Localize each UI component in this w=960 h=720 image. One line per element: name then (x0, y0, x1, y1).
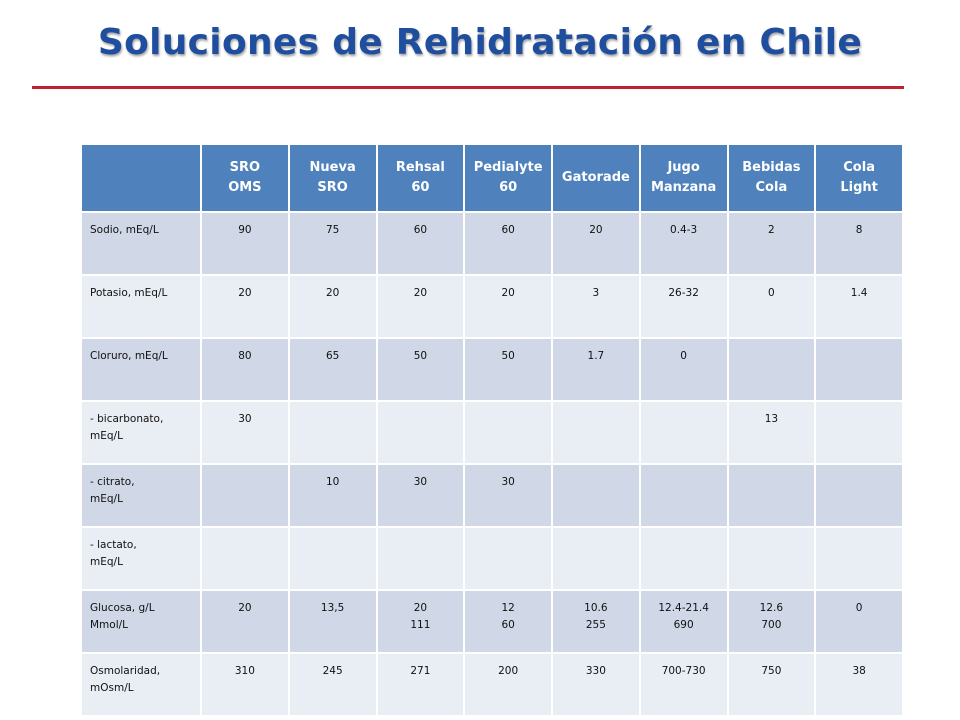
table-cell: 13,5 (290, 591, 376, 652)
table-cell: 75 (290, 213, 376, 274)
table-row (82, 276, 902, 337)
row-label: - citrato, mEq/L (82, 465, 200, 526)
row-label: Potasio, mEq/L (82, 276, 200, 337)
row-label: - lactato, mEq/L (82, 528, 200, 589)
table-cell (378, 528, 464, 589)
table-cell (641, 402, 727, 463)
table-body (82, 213, 902, 715)
table-cell (465, 402, 551, 463)
table-cell (202, 528, 288, 589)
table-cell (378, 402, 464, 463)
header-cell-nueva-sro: Nueva SRO (290, 145, 376, 211)
table-row (82, 591, 902, 652)
table-cell: 200 (465, 654, 551, 715)
table-cell: 8 (816, 213, 902, 274)
table-cell: 12.4-21.4 690 (641, 591, 727, 652)
table-cell: 0 (641, 339, 727, 400)
table-cell: 65 (290, 339, 376, 400)
row-label: Glucosa, g/L Mmol/L (82, 591, 200, 652)
row-label: Osmolaridad, mOsm/L (82, 654, 200, 715)
table-cell: 20 (202, 591, 288, 652)
table-cell: 2 (729, 213, 815, 274)
table-cell: 90 (202, 213, 288, 274)
table-cell (553, 465, 639, 526)
table-cell (816, 339, 902, 400)
table-header-row (82, 145, 902, 211)
header-cell-gatorade: Gatorade (553, 145, 639, 211)
table-cell: 1.4 (816, 276, 902, 337)
table-cell (729, 339, 815, 400)
table-row (82, 654, 902, 715)
table-cell: 60 (465, 213, 551, 274)
table-cell (553, 402, 639, 463)
table-cell: 12 60 (465, 591, 551, 652)
table-cell: 50 (465, 339, 551, 400)
table-cell (202, 465, 288, 526)
header-cell-sro-oms: SRO OMS (202, 145, 288, 211)
table-cell: 20 (290, 276, 376, 337)
table-cell (816, 465, 902, 526)
row-label: Sodio, mEq/L (82, 213, 200, 274)
table-cell: 50 (378, 339, 464, 400)
header-cell-rehsal-60: Rehsal 60 (378, 145, 464, 211)
table-cell: 310 (202, 654, 288, 715)
table-row (82, 213, 902, 274)
table-cell: 0.4-3 (641, 213, 727, 274)
table-cell: 12.6 700 (729, 591, 815, 652)
table-row (82, 339, 902, 400)
table-cell: 750 (729, 654, 815, 715)
table-cell: 1.7 (553, 339, 639, 400)
table-cell: 30 (465, 465, 551, 526)
table-cell: 80 (202, 339, 288, 400)
table-cell (816, 402, 902, 463)
table-cell (729, 465, 815, 526)
table-cell: 20 111 (378, 591, 464, 652)
header-cell-jugo-manzana: Jugo Manzana (641, 145, 727, 211)
table-cell (290, 528, 376, 589)
table-cell (641, 528, 727, 589)
row-label: Cloruro, mEq/L (82, 339, 200, 400)
table-cell: 60 (378, 213, 464, 274)
table-cell (816, 528, 902, 589)
table-cell (290, 402, 376, 463)
table-cell: 700-730 (641, 654, 727, 715)
table-cell: 10.6 255 (553, 591, 639, 652)
table-cell: 3 (553, 276, 639, 337)
table-cell: 26-32 (641, 276, 727, 337)
table-cell: 20 (553, 213, 639, 274)
table-row (82, 402, 902, 463)
table-cell (553, 528, 639, 589)
header-cell-bebidas-cola: Bebidas Cola (729, 145, 815, 211)
table-cell: 30 (378, 465, 464, 526)
header-cell-cola-light: Cola Light (816, 145, 902, 211)
table-cell: 0 (816, 591, 902, 652)
table-cell: 13 (729, 402, 815, 463)
table-row (82, 528, 902, 589)
table-cell (641, 465, 727, 526)
table-cell: 20 (378, 276, 464, 337)
table-cell (729, 528, 815, 589)
page-title: Soluciones de Rehidratación en Chile (97, 22, 863, 63)
table-cell: 38 (816, 654, 902, 715)
table-cell: 245 (290, 654, 376, 715)
table-cell: 30 (202, 402, 288, 463)
table-cell: 20 (202, 276, 288, 337)
table-cell: 271 (378, 654, 464, 715)
header-cell-corner (82, 145, 200, 211)
title-divider (32, 86, 904, 89)
table-cell: 330 (553, 654, 639, 715)
row-label: - bicarbonato, mEq/L (82, 402, 200, 463)
table-cell (465, 528, 551, 589)
header-cell-pedialyte-60: Pedialyte 60 (465, 145, 551, 211)
table-cell: 20 (465, 276, 551, 337)
rehydration-table (80, 143, 904, 717)
table-cell: 0 (729, 276, 815, 337)
table-cell: 10 (290, 465, 376, 526)
table-row (82, 465, 902, 526)
